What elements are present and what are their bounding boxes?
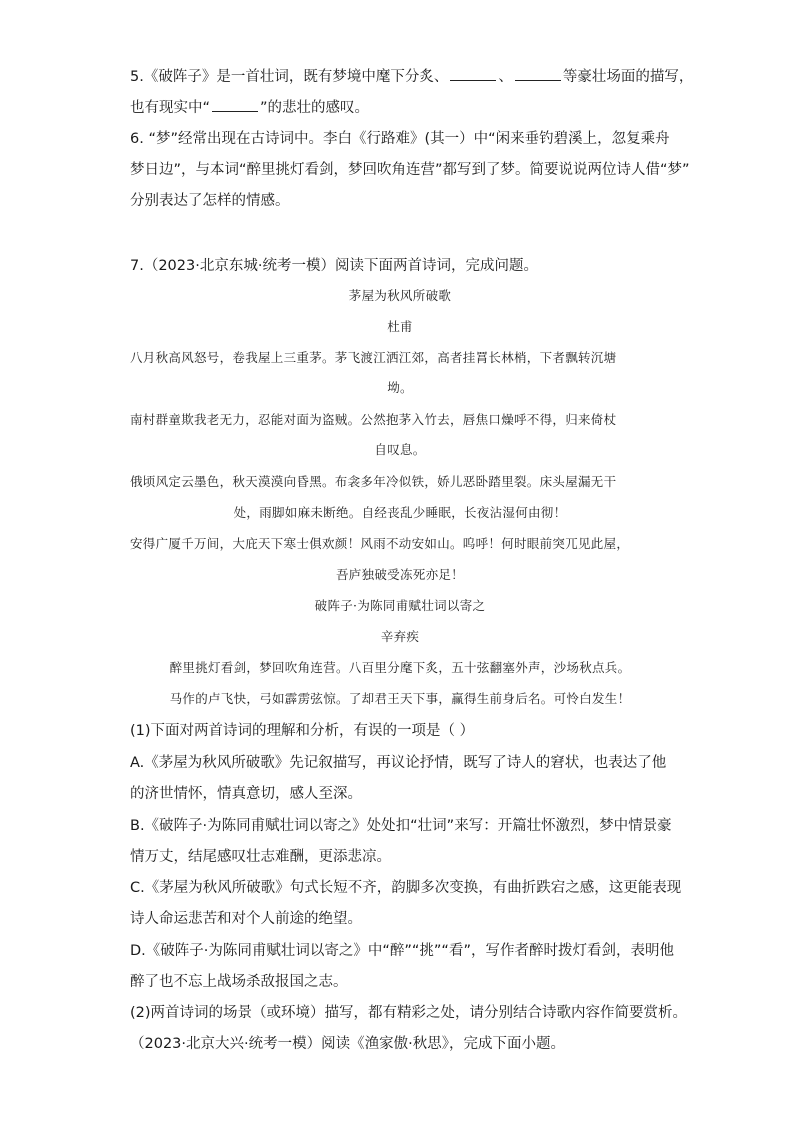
option-d-line-1[interactable]: D.《破阵子·为陈同甫赋壮词以寄之》中“醉”“挑”“看”，写作者醉时拨灯看剑，表明他: [130, 943, 674, 959]
q6-line-3: 分别表达了怎样的情感。: [130, 193, 290, 209]
option-a-line-2: 的济世情怀，情真意切，感人至深。: [130, 786, 362, 802]
q5-text-d: ”的悲壮的感叹。: [260, 100, 370, 116]
poem1-line-4: 自叹息。: [374, 442, 426, 457]
poem1-line-2: 坳。: [387, 380, 413, 395]
option-c-line-1[interactable]: C.《茅屋为秋风所破歌》句式长短不齐，韵脚多次变换，有曲折跌宕之感，这更能表现: [130, 880, 682, 896]
poem1-line-3: 南村群童欺我老无力，忍能对面为盗贼。公然抱茅入竹去，唇焦口燥呼不得，归来倚杖: [130, 412, 617, 427]
poem1-title: 茅屋为秋风所破歌: [348, 288, 452, 303]
q5-text-b: 等豪壮场面的描写，: [562, 69, 694, 85]
q8-intro: （2023·北京大兴·统考一模）阅读《渔家傲·秋思》，完成下面小题。: [130, 1036, 565, 1052]
poem1-line-5: 俄顷风定云墨色，秋天漠漠向昏黑。布衾多年冷似铁，娇儿恶卧踏里裂。床头屋漏无干: [130, 474, 617, 489]
poem2-title: 破阵子·为陈同甫赋壮词以寄之: [314, 598, 486, 613]
poem1-line-1: 八月秋高风怒号，卷我屋上三重茅。茅飞渡江洒江郊，高者挂罥长林梢，下者飘转沉塘: [130, 350, 617, 365]
option-b-line-1[interactable]: B.《破阵子·为陈同甫赋壮词以寄之》处处扣“壮词”来写：开篇壮怀激烈，梦中情景豪: [130, 818, 672, 834]
q5-text-c: 也有现实中“: [130, 100, 211, 116]
q5-text-a: 5.《破阵子》是一首壮词，既有梦境中麾下分炙、: [130, 69, 449, 85]
answer-blank-3[interactable]: [212, 97, 258, 112]
poem1-line-7: 安得广厦千万间，大庇天下寒士俱欢颜！风雨不动安如山。呜呼！何时眼前突兀见此屋，: [130, 536, 630, 551]
q7-sub1-stem: (1)下面对两首诗词的理解和分析，有误的一项是（ ）: [130, 723, 475, 739]
option-d-line-2: 醉了也不忘上战场杀敌报国之志。: [130, 974, 348, 990]
option-b-line-2: 情万丈，结尾感叹壮志难酬，更添悲凉。: [130, 849, 391, 865]
q6-line-2: 梦日边”，与本词“醉里挑灯看剑，梦回吹角连营”都写到了梦。简要说说两位诗人借“梦”: [130, 162, 690, 178]
poem1-line-8: 吾庐独破受冻死亦足！: [335, 567, 464, 582]
q6-line-1: 6. “梦”经常出现在古诗词中。李白《行路难》(其一）中“闲来垂钓碧溪上，忽复乘舟: [130, 131, 670, 147]
q5-line-2: [130, 97, 670, 119]
poem1-author: 杜甫: [387, 319, 413, 334]
poem2-line-1: 醉里挑灯看剑，梦回吹角连营。八百里分麾下炙，五十弦翻塞外声，沙场秋点兵。: [169, 660, 631, 675]
q7-intro: 7.（2023·北京东城·统考一模）阅读下面两首诗词，完成问题。: [130, 258, 538, 274]
q5-separator: 、: [498, 69, 513, 85]
poem2-author: 辛弃疾: [380, 629, 420, 644]
option-c-line-2: 诗人命运悲苦和对个人前途的绝望。: [130, 911, 362, 927]
option-a-line-1[interactable]: A.《茅屋为秋风所破歌》先记叙描写，再议论抒情，既写了诗人的窘状，也表达了他: [130, 755, 667, 771]
q5-line-1: [130, 66, 694, 88]
answer-blank-2[interactable]: [515, 66, 561, 81]
q7-sub2: (2)两首诗词的场景（或环境）描写，都有精彩之处，请分别结合诗歌内容作简要赏析。: [130, 1005, 688, 1021]
poem2-line-2: 马作的卢飞快，弓如霹雳弦惊。了却君王天下事，赢得生前身后名。可怜白发生！: [169, 691, 631, 706]
poem1-line-6: 处，雨脚如麻未断绝。自经丧乱少睡眠，长夜沾湿何由彻！: [233, 505, 567, 520]
answer-blank-1[interactable]: [450, 66, 496, 81]
